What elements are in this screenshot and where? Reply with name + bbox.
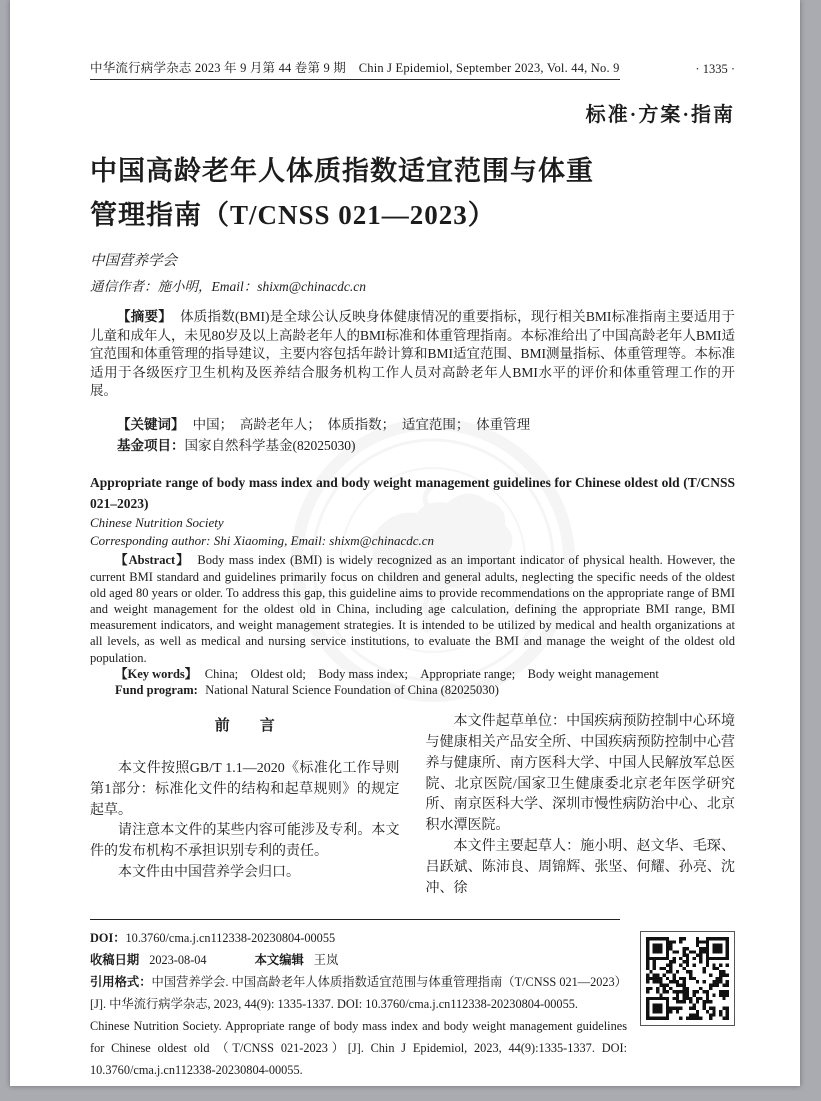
corresponding-author-en: Corresponding author: Shi Xiaoming, Email: shixm@chinacdc.cn [90, 532, 435, 548]
doi-line [90, 927, 735, 949]
citation-zh-text: 中国营养学会. 中国高龄老年人体质指数适宜范围与体重管理指南（T/CNSS 021—2023）[J]. 中华流行病学杂志, 2023, 44(9): 1335-1337. DOI: 10.3760/cma.j.cn112338-20230804-00055. [90, 975, 627, 1012]
citation-en: Chinese Nutrition Society. Appropriate range of body mass index and body weight management guidelines for Chinese oldest old （T/CNSS 021-2023）[J]. Chin J Epidemiol, 2023, 44(9):1335-1337. DOI: 10.3760/cma.j.cn112338-20230804-00055. [90, 1019, 627, 1078]
keywords-zh-label: 【关键词】 [117, 417, 185, 433]
journal-page [10, 0, 800, 1086]
abstract-zh-text: 体质指数(BMI)是全球公认反映身体健康情况的重要指标，现行相关BMI标准指南主要适用于儿童和成年人，未见80岁及以上高龄老年人的BMI标准和体重管理指南。本标准给出了中国高龄老年人BMI适宜范围和体重管理的指导建议，主要内容包括年龄计算和BMI适宜范围、BMI测量指标、体重管理等。本标准适用于各级医疗卫生机构及医养结合服务机构工作人员对高龄老年人BMI水平的评价和体重管理工作的开展。 [90, 309, 736, 399]
body-paragraph: 本文件按照GB/T 1.1—2020《标准化工作导则 第1部分：标准化文件的结构和起草规则》的规定起草。 [90, 761, 400, 818]
dates-line [90, 949, 735, 971]
author-organization-en: Chinese Nutrition Society [90, 515, 224, 531]
fund-zh-label: 基金项目： [117, 438, 185, 454]
corresponding-author-zh: 通信作者：施小明，Email：shixm@chinacdc.cn [90, 279, 367, 294]
citation-zh-label: 引用格式： [90, 975, 152, 990]
abstract-zh [90, 308, 735, 401]
article-title-zh-line2: 管理指南（T/CNSS 021—2023） [90, 200, 496, 230]
editor-label: 本文编辑 [254, 953, 304, 968]
abstract-en-text: Body mass index (BMI) is widely recognized as an important indicator of physical health. However, the current BMI standard and guidelines primarily focus on children and general adults, neglecting the specific needs of the oldest old aged 80 years or older. To address this gap, this guideline aims to provide recommendations on the appropriate range of BMI and weight management for the oldest old in China, including age calculation, defining the appropriate BMI range, BMI measurement indicators, and weight management strategies. It is intended to be utilized by medical and health organizations at all levels, as well as medical and nursing service institutions, to evaluate the BMI and manage the weight of the oldest old population. [90, 553, 735, 665]
abstract-en-label: 【Abstract】 [115, 553, 190, 568]
keywords-en-text: China; Oldest old; Body mass index; Appropriate range; Body weight management [204, 666, 659, 681]
footnote-rule [90, 919, 620, 920]
article-title-zh [90, 149, 735, 237]
journal-citation-line: 中华流行病学杂志 2023 年 9 月第 44 卷第 9 期 Chin J Epidemiol, September 2023, Vol. 44, No. 9 [90, 58, 620, 80]
page-number: · 1335 · [695, 62, 735, 76]
doi-value: 10.3760/cma.j.cn112338-20230804-00055 [125, 931, 336, 946]
body-paragraph: 请注意本文件的某些内容可能涉及专利。本文件的发布机构不承担识别专利的责任。 [90, 823, 400, 860]
keywords-zh-text: 中国； 高龄老年人； 体质指数； 适宜范围； 体重管理 [192, 417, 531, 433]
article-title-en: Appropriate range of body mass index and body weight management guidelines for Chinese oldest old (T/CNSS 021–2023) [90, 475, 735, 512]
body-column-right [426, 712, 736, 899]
page-content [10, 0, 800, 1081]
abstract-zh-label: 【摘要】 [117, 309, 172, 324]
article-footnote [90, 927, 735, 1081]
author-organization: 中国营养学会 [90, 253, 177, 269]
fund-zh [90, 435, 735, 456]
keywords-en-label: 【Key words】 [115, 666, 198, 681]
received-date-label: 收稿日期 [90, 953, 140, 968]
body-paragraph: 本文件起草单位：中国疾病预防控制中心环境与健康相关产品安全所、中国疾病预防控制中心营养与健康所、南方医科大学、中国人民解放军总医院、北京医院/国家卫生健康委北京老年医学研究所、南京医科大学、深圳市慢性病防治中心、北京积水潭医院。 [425, 714, 735, 834]
editor-value: 王岚 [313, 953, 339, 968]
body-columns [90, 712, 735, 899]
fund-zh-text: 国家自然科学基金(82025030) [184, 438, 356, 454]
keywords-en [90, 666, 735, 682]
body-paragraph: 本文件主要起草人：施小明、赵文华、毛琛、吕跃斌、陈沛良、周锦辉、张坚、何耀、孙亮、沈冲、徐 [425, 839, 735, 896]
qr-code [640, 931, 735, 1026]
received-date-value: 2023-08-04 [149, 953, 207, 968]
running-head [90, 58, 735, 80]
body-paragraph: 本文件由中国营养学会归口。 [118, 865, 300, 881]
keywords-zh [90, 414, 735, 435]
fund-en [90, 682, 735, 698]
fund-en-label: Fund program: [115, 683, 198, 698]
preface-heading: 前 言 [214, 718, 275, 735]
fund-en-text: National Natural Science Foundation of China (82025030) [205, 683, 499, 698]
section-tag: 标准·方案·指南 [585, 104, 735, 126]
english-block [90, 472, 735, 698]
doi-label: DOI： [90, 931, 126, 946]
body-column-left [90, 712, 400, 899]
article-title-zh-line1: 中国高龄老年人体质指数适宜范围与体重 [90, 156, 594, 186]
citation-zh [90, 971, 735, 1015]
abstract-en [90, 552, 735, 665]
